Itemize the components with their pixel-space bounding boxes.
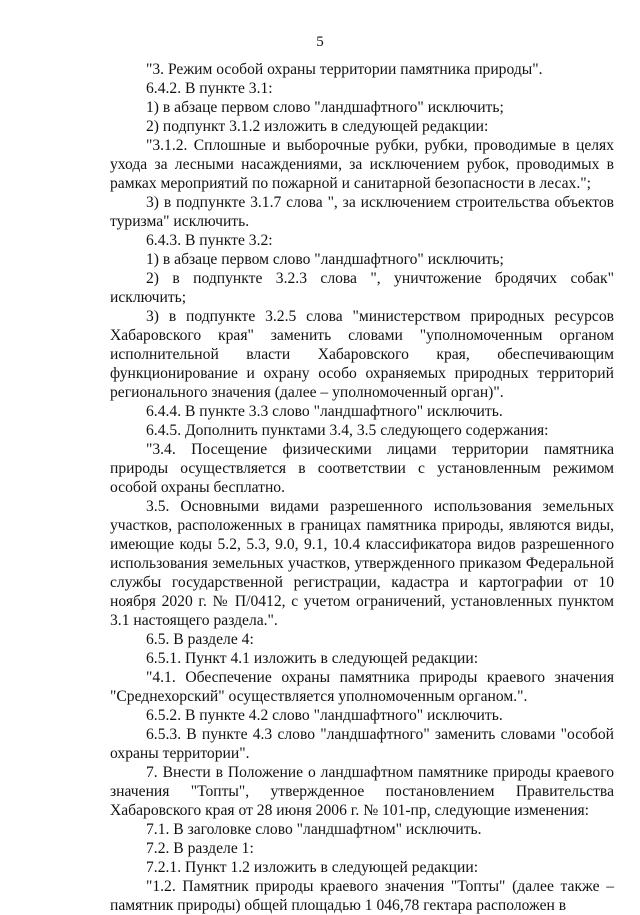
- document-body: [110, 60, 614, 915]
- paragraph: 6.5. В разделе 4:: [146, 631, 254, 648]
- paragraph: "4.1. Обеспечение охраны памятника природы краевого значения "Среднехорский" осуществляется уполномоченным органом.".: [110, 669, 614, 705]
- paragraph: 6.4.4. В пункте 3.3 слово "ландшафтного" исключить.: [146, 403, 503, 420]
- paragraph: "3.1.2. Сплошные и выборочные рубки, рубки, проводимые в целях ухода за лесными насаждениями, за исключением рубок, проводимых в рамках мероприятий по пожарной и санитарной безопасности в лесах.";: [110, 137, 614, 192]
- paragraph: 7.1. В заголовке слово "ландшафтном" исключить.: [146, 821, 482, 838]
- paragraph: 6.4.5. Дополнить пунктами 3.4, 3.5 следующего содержания:: [146, 422, 549, 439]
- paragraph: 7. Внести в Положение о ландшафтном памятнике природы краевого значения "Топты", утвержденное постановлением Правительства Хабаровского края от 28 июня 2006 г. № 101-пр, следующие изменения:: [110, 764, 614, 819]
- paragraph: 1) в абзаце первом слово "ландшафтного" исключить;: [146, 99, 504, 116]
- paragraph: 2) подпункт 3.1.2 изложить в следующей редакции:: [146, 118, 489, 135]
- paragraph: 6.4.3. В пункте 3.2:: [146, 232, 273, 249]
- paragraph: 6.5.2. В пункте 4.2 слово "ландшафтного" исключить.: [146, 707, 503, 724]
- paragraph: 7.2. В разделе 1:: [146, 840, 254, 857]
- page-number: 5: [316, 34, 324, 50]
- paragraph: 6.5.1. Пункт 4.1 изложить в следующей редакции:: [146, 650, 479, 667]
- paragraph: 3) в подпункте 3.1.7 слова ", за исключением строительства объектов туризма" исключить.: [110, 194, 614, 230]
- paragraph: 3) в подпункте 3.2.5 слова "министерством природных ресурсов Хабаровского края" заменить словами "уполномоченным органом исполнительной власти Хабаровского края, обеспечивающим функционирование и охрану особо охраняемых природных территорий регионального значения (далее – уполномоченный орган)".: [110, 308, 614, 401]
- paragraph: 3.5. Основными видами разрешенного использования земельных участков, расположенных в границах памятника природы, являются виды, имеющие коды 5.2, 5.3, 9.0, 9.1, 10.4 классификатора видов разрешенного использования земельных участков, утвержденного приказом Федеральной службы государственной регистрации, кадастра и картографии от 10 ноября 2020 г. № П/0412, с учетом ограничений, установленных пунктом 3.1 настоящего раздела.".: [110, 498, 614, 629]
- paragraph: 7.2.1. Пункт 1.2 изложить в следующей редакции:: [146, 859, 479, 876]
- paragraph: "3.4. Посещение физическими лицами территории памятника природы осуществляется в соответствии с установленным режимом особой охраны бесплатно.: [110, 441, 614, 496]
- paragraph: 6.4.2. В пункте 3.1:: [146, 80, 273, 97]
- paragraph: "1.2. Памятник природы краевого значения "Топты" (далее также – памятник природы) общей площадью 1 046,78 гектара расположен в: [110, 878, 614, 914]
- paragraph: 1) в абзаце первом слово "ландшафтного" исключить;: [146, 251, 504, 268]
- paragraph: 2) в подпункте 3.2.3 слова ", уничтожение бродячих собак" исключить;: [110, 270, 614, 306]
- paragraph: "3. Режим особой охраны территории памятника природы".: [146, 61, 543, 78]
- paragraph: 6.5.3. В пункте 4.3 слово "ландшафтного" заменить словами "особой охраны территории".: [110, 726, 614, 762]
